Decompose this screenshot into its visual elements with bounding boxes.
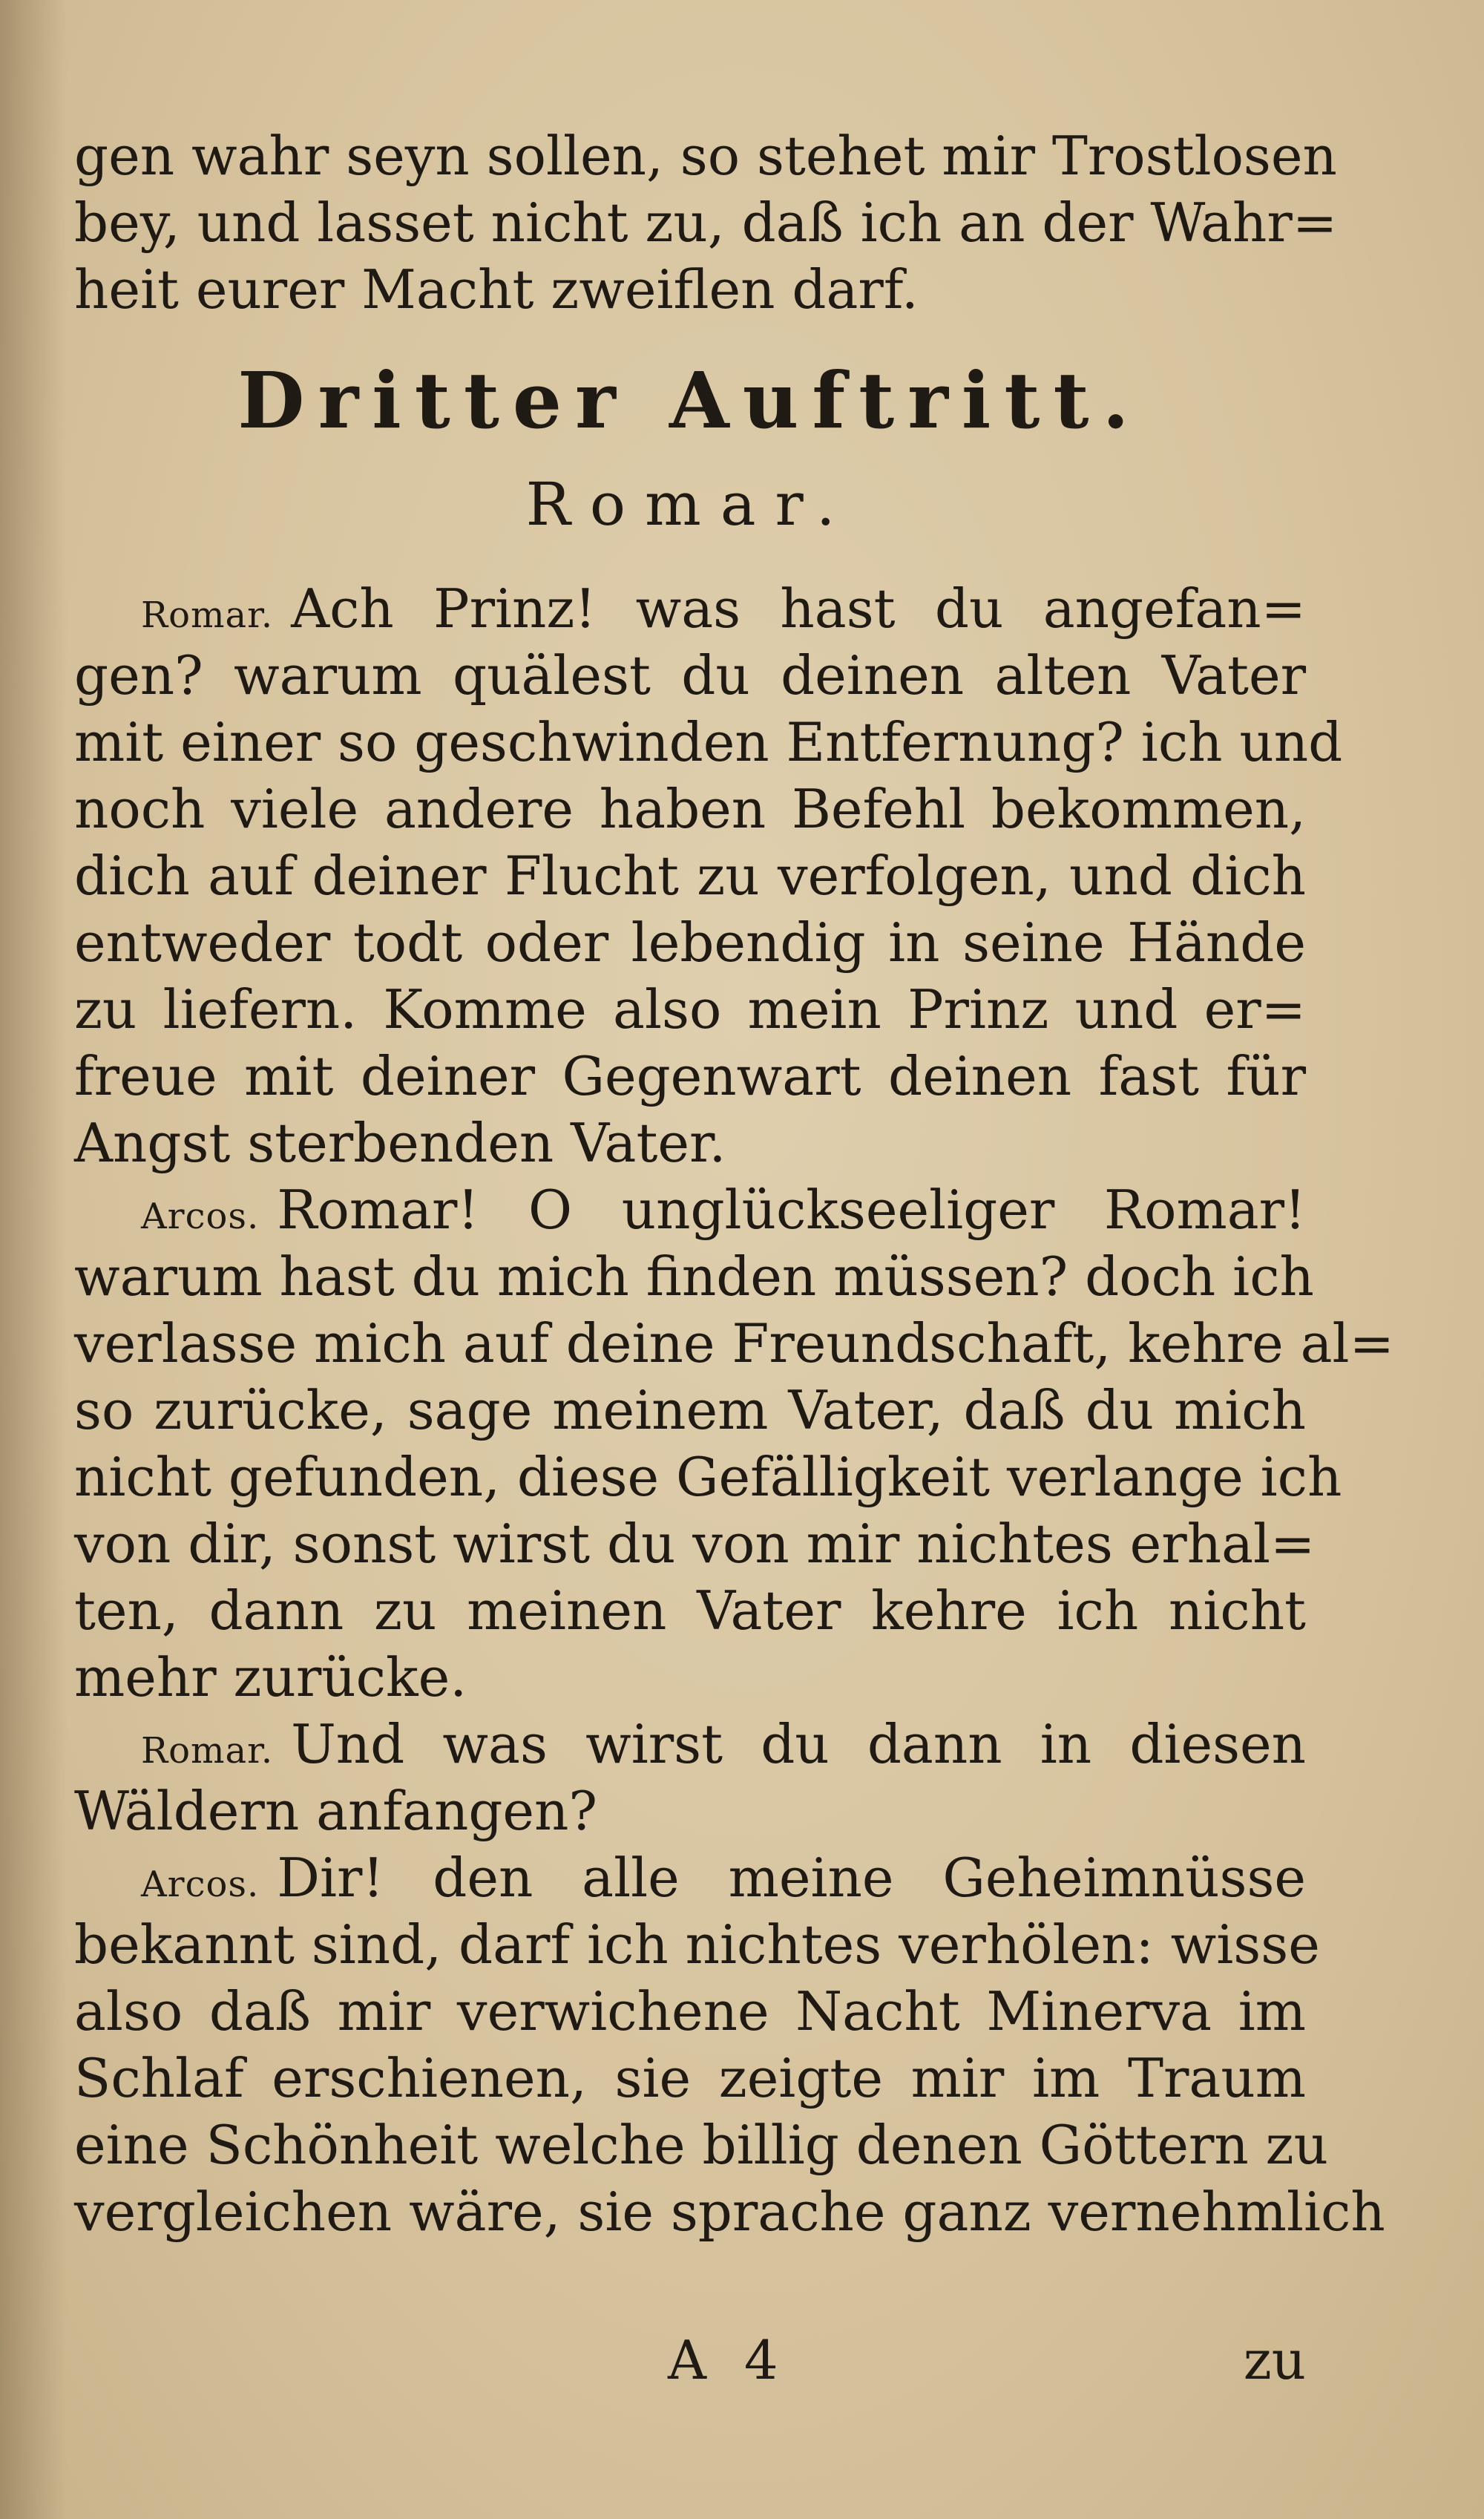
speech-text: Dir! den alle meine Geheimnüsse bbox=[277, 1847, 1306, 1909]
text-line: freue mit deiner Gegenwart deinen fast für bbox=[74, 1045, 1306, 1107]
text-line: Wäldern anfangen? bbox=[74, 1780, 597, 1842]
scene-character: Romar. bbox=[525, 470, 855, 539]
speech-text: Ach Prinz! was hast du angefan= bbox=[291, 577, 1306, 640]
speaker-name: Romar. bbox=[141, 1730, 274, 1772]
page-footer bbox=[74, 2327, 1306, 2401]
text-line: entweder todt oder lebendig in seine Hände bbox=[74, 911, 1306, 974]
text-line: bey, und lasset nicht zu, daß ich an der Wahr= bbox=[74, 191, 1338, 254]
text-line: mit einer so geschwinden Entfernung? ich und bbox=[74, 711, 1343, 773]
page-binding-shadow bbox=[0, 0, 67, 2519]
text-line: gen? warum quälest du deinen alten Vater bbox=[74, 644, 1306, 707]
speech-first-line bbox=[74, 1844, 1306, 1911]
text-line: von dir, sonst wirst du von mir nichtes erhal= bbox=[74, 1513, 1316, 1575]
speaker-name: Arcos. bbox=[141, 1864, 260, 1905]
text-line: noch viele andere haben Befehl bekommen, bbox=[74, 778, 1306, 840]
text-line: verlasse mich auf deine Freundschaft, kehre al= bbox=[74, 1312, 1394, 1375]
speech-text: Romar! O unglückseeliger Romar! bbox=[277, 1179, 1306, 1241]
speech-first-line bbox=[74, 1711, 1306, 1778]
page-text-block bbox=[74, 122, 1394, 2245]
speaker-name: Romar. bbox=[141, 594, 274, 636]
text-line: dich auf deiner Flucht zu verfolgen, und dich bbox=[74, 845, 1306, 907]
text-line: so zurücke, sage meinem Vater, daß du mich bbox=[74, 1379, 1306, 1441]
text-line: nicht gefunden, diese Gefälligkeit verlange ich bbox=[74, 1446, 1342, 1508]
scene-heading: Dritter Auftritt. bbox=[237, 355, 1143, 446]
text-line: mehr zurücke. bbox=[74, 1646, 467, 1709]
speech-first-line bbox=[74, 575, 1306, 642]
speech-text: Und was wirst du dann in diesen bbox=[291, 1713, 1306, 1775]
text-line: gen wahr seyn sollen, so stehet mir Trostlosen bbox=[74, 125, 1337, 187]
catchword: zu bbox=[1243, 2329, 1306, 2391]
text-line: also daß mir verwichene Nacht Minerva im bbox=[74, 1980, 1306, 2043]
text-line: Angst sterbenden Vater. bbox=[74, 1112, 726, 1174]
signature-mark: A 4 bbox=[668, 2329, 789, 2391]
text-line: Schlaf erschienen, sie zeigte mir im Traum bbox=[74, 2047, 1306, 2109]
text-line: vergleichen wäre, sie sprache ganz vernehmlich bbox=[74, 2181, 1385, 2243]
text-line: ten, dann zu meinen Vater kehre ich nicht bbox=[74, 1579, 1306, 1642]
speaker-name: Arcos. bbox=[141, 1196, 260, 1237]
text-line: zu liefern. Komme also mein Prinz und er= bbox=[74, 978, 1306, 1041]
text-line: warum hast du mich finden müssen? doch ich bbox=[74, 1245, 1314, 1308]
text-line: bekannt sind, darf ich nichtes verhölen: wisse bbox=[74, 1913, 1320, 1976]
text-line: eine Schönheit welche billig denen Göttern zu bbox=[74, 2114, 1328, 2176]
speech-first-line bbox=[74, 1176, 1306, 1243]
text-line: heit eurer Macht zweiflen darf. bbox=[74, 258, 919, 321]
